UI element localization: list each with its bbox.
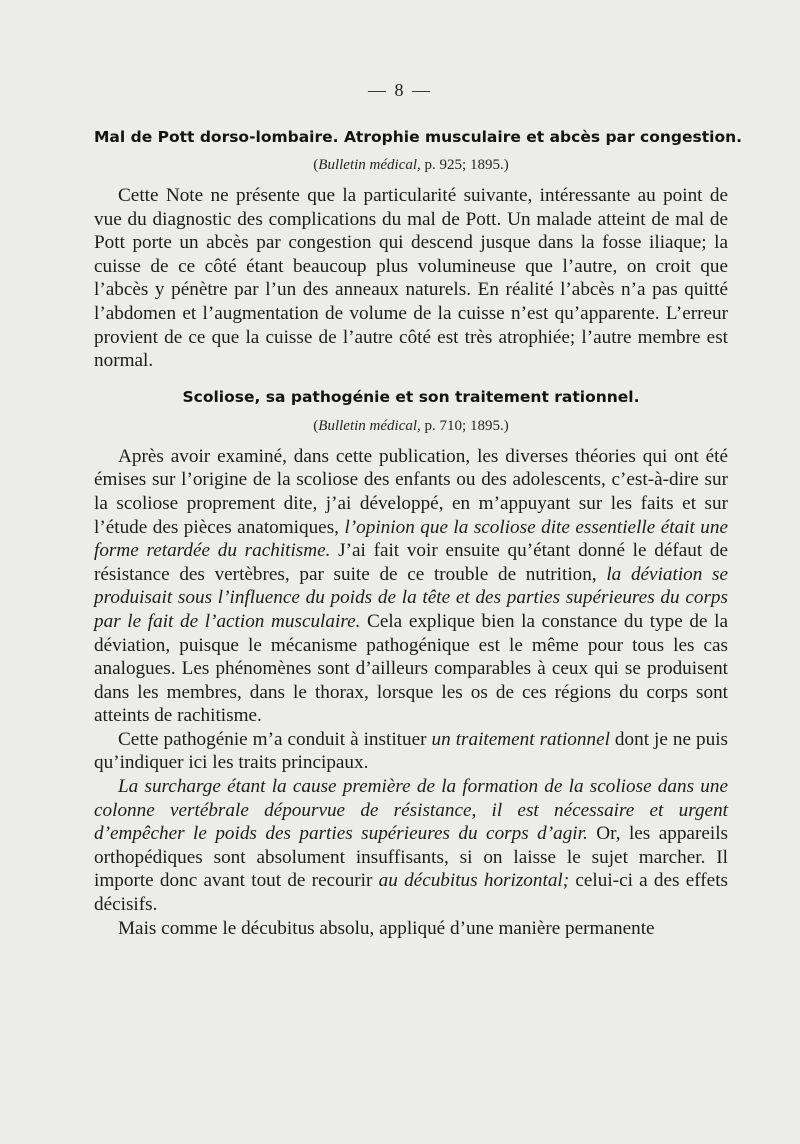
italic-run: l’opinion que la scoliose dite essentielle était une forme retardée du rachitisme.: [94, 516, 728, 562]
citation-source: Bulletin médical,: [318, 417, 421, 434]
citation-bulletin-1: (Bulletin médical, p. 925; 1895.): [313, 157, 509, 173]
text-run: Cette pathogénie m’a conduit à instituer: [118, 728, 432, 750]
paragraph-scoliose-2: [94, 728, 728, 775]
paragraph-scoliose-4: Mais comme le décubitus absolu, appliqué d’une manière permanente: [118, 917, 655, 939]
paragraph-scoliose-3: [94, 775, 728, 917]
text-run: Or, les appareils orthopédiques sont absolument insuffisants, si on laisse le sujet marcher. Il importe donc avant tout de recourir: [94, 823, 728, 892]
citation-ref: p. 710; 1895.: [420, 417, 504, 434]
section-title-scoliose: Scoliose, sa pathogénie et son traitement rationnel.: [182, 387, 640, 406]
italic-run: La surcharge étant la cause première de la formation de la scoliose dans une colonne vertébrale dépourvue de résistance, il est nécessaire et urgent d’empêcher le poids des parties supérieures du corps d’agir.: [94, 776, 728, 845]
page-number: — 8 —: [368, 80, 432, 100]
citation-source: Bulletin médical,: [318, 157, 421, 173]
text-run: Cela explique bien la constance du type de la déviation, puisque le mécanisme pathogénique est le même pour tous les cas analogues. Les phénomènes sont d’ailleurs comparables à ceux qui se produisent dans les membres, dans le thorax, lorsque les os de ces régions du corps sont atteints de rachitisme.: [94, 610, 729, 727]
text-run: J’ai fait voir ensuite qu’étant donné le défaut de résistance des vertèbres, par suite de ce trouble de nutrition,: [94, 540, 728, 585]
page-content: [94, 128, 743, 940]
paragraph-scoliose-1: [94, 445, 728, 728]
citation-ref: p. 925; 1895.: [420, 157, 504, 173]
section-title-pott: Mal de Pott dorso-lombaire. Atrophie musculaire et abcès par congestion.: [94, 128, 743, 146]
italic-run: un traitement rationnel: [431, 728, 610, 750]
citation-bulletin-2: (Bulletin médical, p. 710; 1895.): [313, 417, 509, 434]
text-run: dont je ne puis qu’indiquer ici les traits principaux.: [94, 728, 728, 774]
italic-run: la déviation se produisait sous l’influence du poids de la tête et des parties supérieures du corps par le fait de l’action musculaire.: [94, 563, 729, 632]
text-run: celui-ci a des effets décisifs.: [94, 870, 728, 916]
italic-run: au décubitus horizontal;: [378, 870, 570, 892]
paragraph-pott: Cette Note ne présente que la particularité suivante, intéressante au point de vue du diagnostic des complications du mal de Pott. Un malade atteint de mal de Pott porte un abcès par congestion qui descend jusque dans la fosse iliaque; la cuisse de ce côté étant beaucoup plus volumineuse que l’autre, on croit que l’abcès y pénètre par l’un des anneaux naturels. En réalité l’abcès n’a pas quitté l’abdomen et l’augmentation de volume de la cuisse n’est qu’apparente. L’erreur provient de ce que la cuisse de l’autre côté est très atrophiée; l’autre membre est normal.: [94, 185, 728, 372]
text-run: Après avoir examiné, dans cette publication, les diverses théories qui ont été émises sur l’origine de la scoliose des enfants ou des adolescents, c’est-à-dire sur la scoliose proprement dite, j’ai développé, en m’appuyant sur les faits et sur l’étude des pièces anatomiques,: [94, 445, 728, 538]
